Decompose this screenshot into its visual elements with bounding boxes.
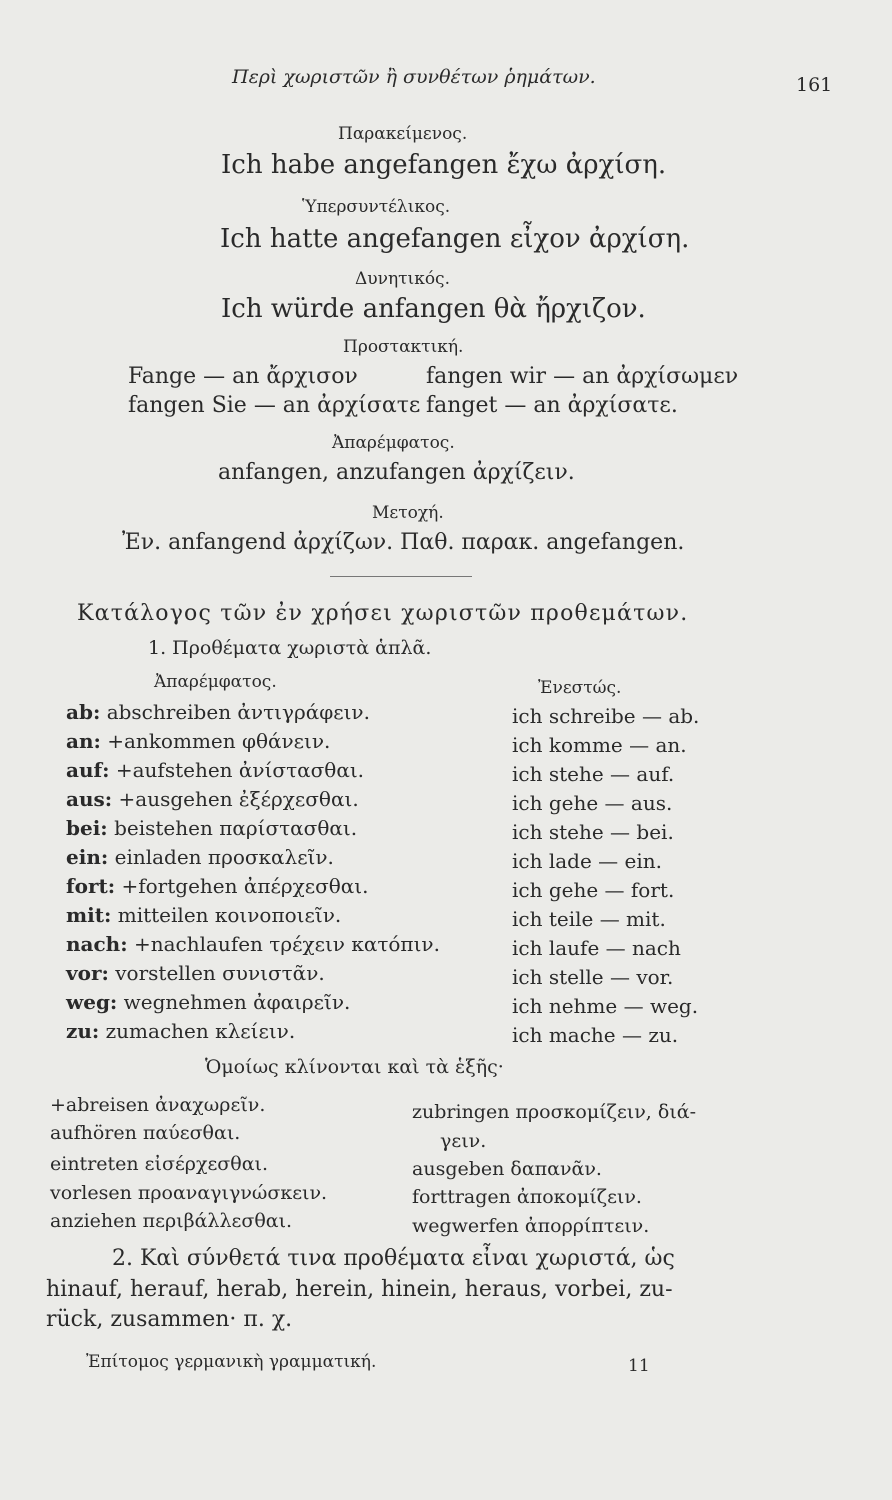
list-item bbox=[66, 903, 341, 927]
present-example: ich stehe — bei. bbox=[512, 820, 674, 844]
pluperfect-line: Ich hatte angefangen εἶχον ἀρχίση. bbox=[220, 224, 690, 254]
section-heading-conditional: Δυνητικός. bbox=[355, 269, 450, 289]
similar-left-4: vorlesen προαναγιγνώσκειν. bbox=[50, 1182, 328, 1204]
prefix-label: auf: bbox=[66, 758, 110, 782]
catalog-subtitle: 1. Προθέματα χωριστὰ ἁπλᾶ. bbox=[148, 637, 432, 659]
infinitive-example: vorstellen συνιστᾶν. bbox=[115, 961, 325, 985]
similar-left-5: anziehen περιβάλλεσθαι. bbox=[50, 1210, 293, 1232]
infinitive-example: +ankommen φθάνειν. bbox=[107, 729, 331, 753]
section-heading-infinitive: Ἀπαρέμφατος. bbox=[332, 433, 455, 453]
present-example: ich komme — an. bbox=[512, 733, 687, 757]
section-divider bbox=[330, 576, 472, 577]
section-heading-imperative: Προστακτική. bbox=[343, 337, 464, 357]
prefix-label: nach: bbox=[66, 932, 128, 956]
infinitive-example: +aufstehen ἀνίστασθαι. bbox=[115, 758, 365, 782]
similar-left-1: +abreisen ἀναχωρεῖν. bbox=[50, 1094, 266, 1116]
prefix-label: bei: bbox=[66, 816, 108, 840]
similar-right-2: γειν. bbox=[440, 1130, 487, 1152]
list-item bbox=[66, 845, 334, 869]
present-example: ich nehme — weg. bbox=[512, 994, 699, 1018]
paragraph-2-line-2: hinauf, herauf, herab, herein, hinein, heraus, vorbei, zu- bbox=[46, 1277, 673, 1302]
similar-right-4: forttragen ἀποκομίζειν. bbox=[412, 1186, 642, 1208]
participle-line: Ἐν. anfangend ἀρχίζων. Παθ. παρακ. angefangen. bbox=[122, 530, 685, 555]
imperative-right-2: fanget — an ἀρχίσατε. bbox=[426, 393, 678, 418]
list-item bbox=[66, 1019, 295, 1043]
similar-right-5: wegwerfen ἀπορρίπτειν. bbox=[412, 1215, 650, 1237]
prefix-label: fort: bbox=[66, 874, 116, 898]
paragraph-2-line-3: rück, zusammen· π. χ. bbox=[46, 1307, 293, 1332]
prefix-label: aus: bbox=[66, 787, 113, 811]
present-example: ich gehe — aus. bbox=[512, 791, 673, 815]
section-heading-participle: Μετοχή. bbox=[372, 503, 444, 523]
similar-right-3: ausgeben δαπανᾶν. bbox=[412, 1158, 602, 1180]
column-heading-infinitive: Ἀπαρέμφατος. bbox=[154, 672, 277, 692]
imperative-left-1: Fange — an ἄρχισον bbox=[128, 364, 358, 389]
footer-signature: Ἐπίτομος γερμανικὴ γραμματική. bbox=[86, 1352, 377, 1372]
list-item bbox=[66, 874, 369, 898]
present-example: ich stehe — auf. bbox=[512, 762, 675, 786]
running-title: Περὶ χωριστῶν ἢ συνθέτων ῥημάτων. bbox=[232, 66, 596, 88]
similar-heading: Ὁμοίως κλίνονται καὶ τὰ ἑξῆς· bbox=[205, 1056, 504, 1078]
section-heading-pluperfect: Ὑπερσυντέλικος. bbox=[302, 197, 451, 217]
list-item bbox=[66, 961, 325, 985]
present-example: ich lade — ein. bbox=[512, 849, 662, 873]
present-example: ich mache — zu. bbox=[512, 1023, 679, 1047]
conditional-line: Ich würde anfangen θὰ ἤρχιζον. bbox=[221, 294, 646, 324]
list-item bbox=[66, 700, 370, 724]
prefix-label: an: bbox=[66, 729, 101, 753]
infinitive-example: +fortgehen ἀπέρχεσθαι. bbox=[121, 874, 369, 898]
page-number: 161 bbox=[796, 74, 833, 96]
infinitive-example: einladen προσκαλεῖν. bbox=[114, 845, 334, 869]
list-item bbox=[66, 990, 350, 1014]
infinitive-example: +ausgehen ἐξέρχεσθαι. bbox=[118, 787, 359, 811]
column-heading-present: Ἐνεστώς. bbox=[538, 678, 622, 698]
prefix-label: mit: bbox=[66, 903, 112, 927]
catalog-title: Κατάλογος τῶν ἐν χρήσει χωριστῶν προθεμάτων. bbox=[77, 601, 689, 626]
list-item bbox=[66, 932, 440, 956]
prefix-label: zu: bbox=[66, 1019, 100, 1043]
similar-left-3: eintreten εἰσέρχεσθαι. bbox=[50, 1153, 269, 1175]
imperative-right-1: fangen wir — an ἀρχίσωμεν bbox=[426, 364, 739, 389]
similar-right-1: zubringen προσκομίζειν, διά- bbox=[412, 1101, 697, 1123]
list-item bbox=[66, 787, 359, 811]
infinitive-example: beistehen παρίστασθαι. bbox=[114, 816, 358, 840]
present-example: ich gehe — fort. bbox=[512, 878, 675, 902]
infinitive-line: anfangen, anzufangen ἀρχίζειν. bbox=[218, 460, 575, 485]
infinitive-example: mitteilen κοινοποιεῖν. bbox=[117, 903, 342, 927]
present-example: ich schreibe — ab. bbox=[512, 704, 700, 728]
list-item bbox=[66, 758, 364, 782]
infinitive-example: +nachlaufen τρέχειν κατόπιν. bbox=[133, 932, 440, 956]
infinitive-example: zumachen κλείειν. bbox=[105, 1019, 296, 1043]
infinitive-example: wegnehmen ἀφαιρεῖν. bbox=[123, 990, 351, 1014]
prefix-label: weg: bbox=[66, 990, 118, 1014]
signature-mark: 11 bbox=[628, 1356, 650, 1376]
list-item bbox=[66, 729, 330, 753]
infinitive-example: abschreiben ἀντιγράφειν. bbox=[106, 700, 370, 724]
present-example: ich stelle — vor. bbox=[512, 965, 674, 989]
similar-left-2: aufhören παύεσθαι. bbox=[50, 1122, 241, 1144]
list-item bbox=[66, 816, 357, 840]
prefix-label: vor: bbox=[66, 961, 109, 985]
section-heading-perfect: Παρακείμενος. bbox=[338, 124, 468, 144]
prefix-label: ab: bbox=[66, 700, 101, 724]
perfect-line: Ich habe angefangen ἔχω ἀρχίση. bbox=[221, 150, 667, 180]
present-example: ich teile — mit. bbox=[512, 907, 666, 931]
present-example: ich laufe — nach bbox=[512, 936, 681, 960]
prefix-label: ein: bbox=[66, 845, 109, 869]
imperative-left-2: fangen Sie — an ἀρχίσατε bbox=[128, 393, 421, 418]
paragraph-2-line-1: 2. Καὶ σύνθετά τινα προθέματα εἶναι χωριστά, ὡς bbox=[112, 1246, 675, 1271]
